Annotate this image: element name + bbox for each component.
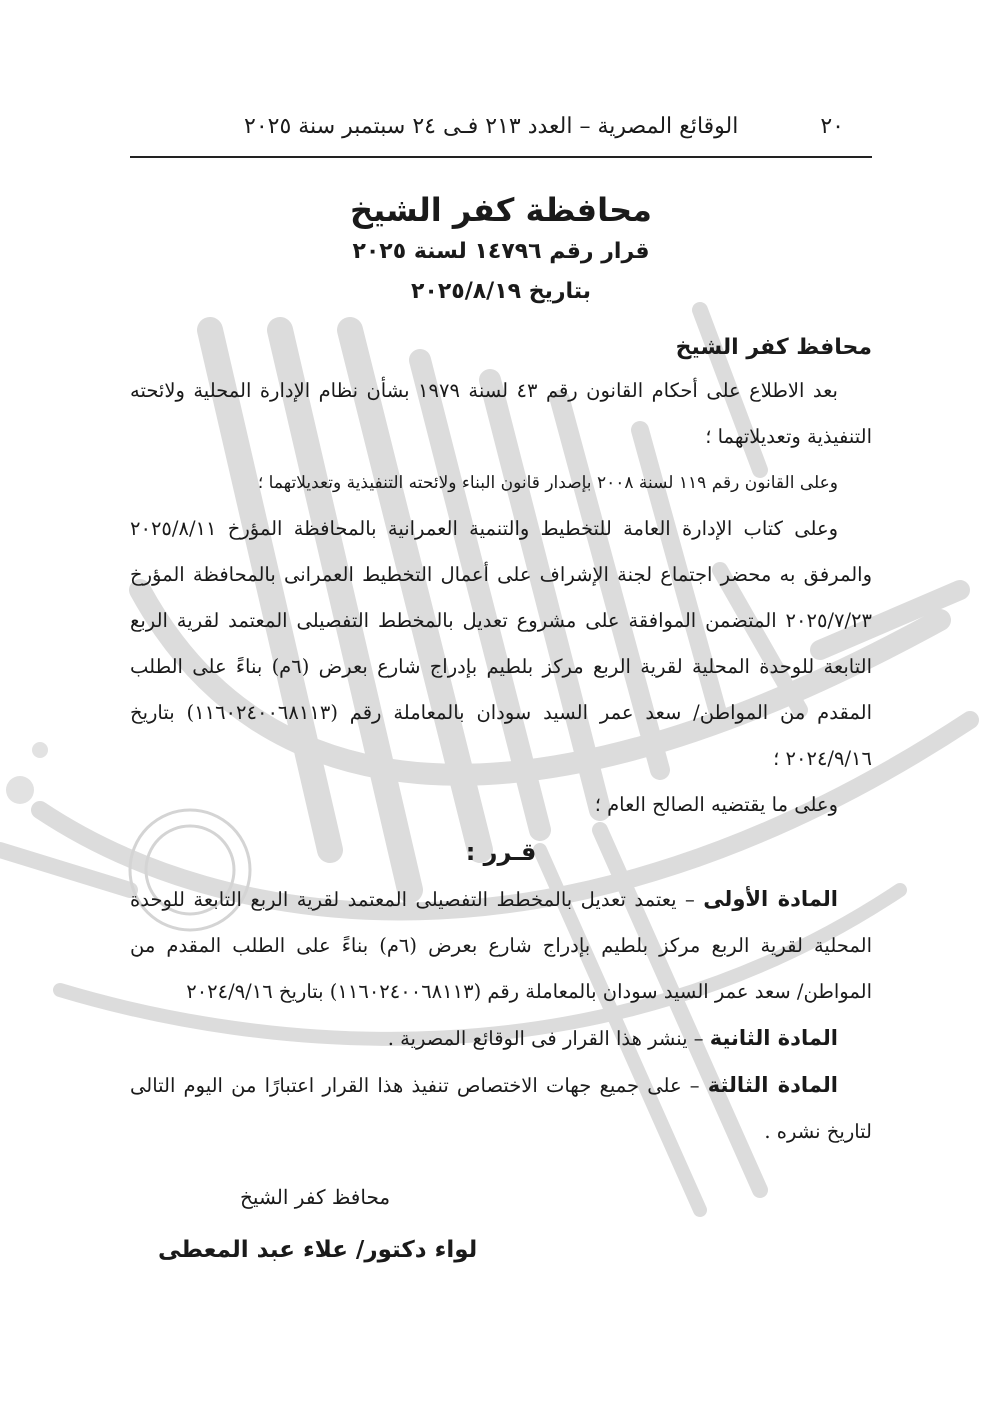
articles [130, 876, 872, 1155]
preamble-paragraph-1: بعد الاطلاع على أحكام القانون رقم ٤٣ لسنة ١٩٧٩ بشأن نظام الإدارة المحلية ولائحته التنفيذية وتعديلاتهما ؛ [130, 379, 872, 448]
article-3 [130, 1062, 872, 1155]
decision-title-block [130, 188, 872, 312]
signature-block [130, 1185, 872, 1305]
resolved-heading: قـرر : [465, 838, 537, 866]
decision-date: بتاريخ ٢٠٢٥/٨/١٩ [410, 279, 592, 304]
article-1-text: – يعتمد تعديل بالمخطط التفصيلى المعتمد لقرية الربع التابعة للوحدة المحلية لقرية الربع مركز بلطيم بإدراج شارع بعرض (٦م) بناءً على الطلب المقدم من المواطن/ سعد عمر السيد سودان بالمعاملة رقم (١١٦٠٢٤٠٠٦٨١١٣) بتاريخ ٢٠٢٤/٩/١٦ [130, 888, 872, 1003]
gazette-page [130, 100, 872, 1305]
governor-heading: محافظ كفر الشيخ [675, 335, 872, 360]
gazette-issue-line: الوقائع المصرية – العدد ٢١٣ فـى ٢٤ سبتمبر سنة ٢٠٢٥ [244, 114, 739, 139]
signature-name: لواء دكتور/ علاء عبد المعطى [158, 1237, 478, 1263]
article-2-label: المادة الثانية [709, 1026, 838, 1050]
article-2 [130, 1015, 872, 1062]
running-header [130, 100, 872, 158]
preamble-paragraph-2: وعلى القانون رقم ١١٩ لسنة ٢٠٠٨ بإصدار قانون البناء ولائحته التنفيذية وتعديلاتهما ؛ [257, 473, 838, 493]
article-2-text: – ينشر هذا القرار فى الوقائع المصرية . [387, 1027, 710, 1050]
preamble-paragraph-3: وعلى كتاب الإدارة العامة للتخطيط والتنمية العمرانية بالمحافظة المؤرخ ٢٠٢٥/٨/١١ والمرفق به محضر اجتماع لجنة الإشراف على أعمال التخطيط العمرانى بالمحافظة المؤرخ ٢٠٢٥/٧/٢٣ المتضمن الموافقة على مشروع تعديل بالمخطط التفصيلى المعتمد لقرية الربع التابعة للوحدة المحلية لقرية الربع مركز بلطيم بإدراج شارع بعرض (٦م) بناءً على الطلب المقدم من المواطن/ سعد عمر السيد سودان بالمعاملة رقم (١١٦٠٢٤٠٠٦٨١١٣) بتاريخ ٢٠٢٤/٩/١٦ ؛ [130, 517, 872, 770]
governorate-title: محافظة كفر الشيخ [350, 191, 652, 229]
article-1 [130, 876, 872, 1015]
preamble-paragraph-4: وعلى ما يقتضيه الصالح العام ؛ [594, 793, 838, 816]
signature-title: محافظ كفر الشيخ [240, 1185, 391, 1209]
article-3-text: – على جميع جهات الاختصاص تنفيذ هذا القرار اعتبارًا من اليوم التالى لتاريخ نشره . [130, 1074, 872, 1143]
article-1-label: المادة الأولى [703, 887, 838, 911]
page-number: ٢٠ [820, 114, 844, 139]
article-3-label: المادة الثالثة [707, 1073, 838, 1097]
decision-number: قرار رقم ١٤٧٩٦ لسنة ٢٠٢٥ [352, 239, 650, 264]
preamble [130, 368, 872, 828]
